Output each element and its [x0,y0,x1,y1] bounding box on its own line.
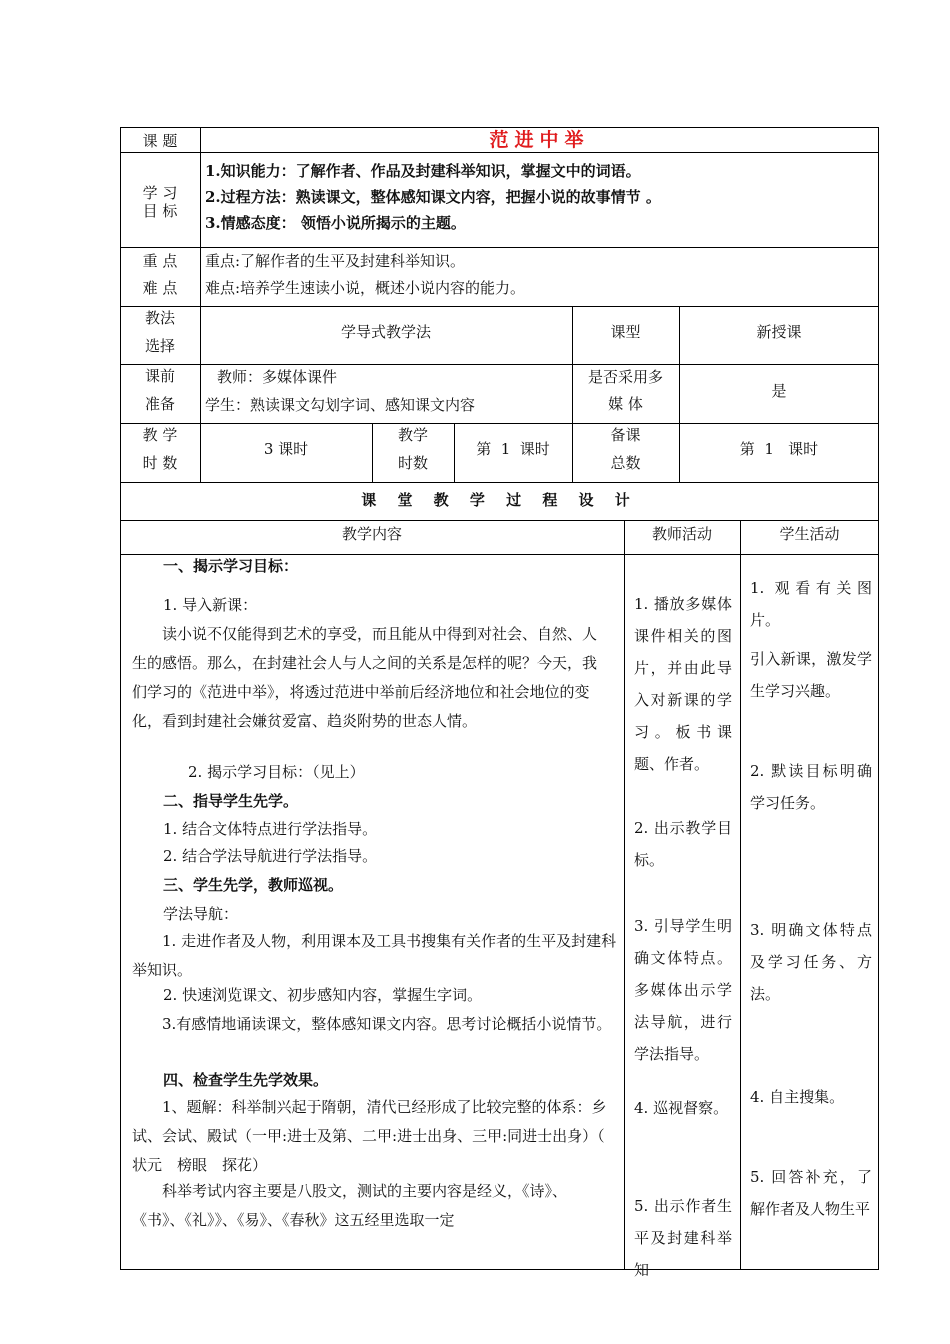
media-label: 媒 体 [608,395,643,413]
content-heading-3: 三、学生先学，教师巡视。 [163,876,344,894]
goal-3: 3.情感态度： 领悟小说所揭示的主题。 [205,214,466,232]
prep-total-label: 总数 [610,454,641,472]
content-item: 1. 导入新课： [163,596,258,614]
prep-total-label: 备课 [610,426,641,444]
col-divider [740,520,741,1270]
row-divider [120,554,879,555]
lesson-type-value: 新授课 [756,323,802,341]
prep-student: 学生：熟读课文勾划字词、感知课文内容 [205,396,476,414]
student-activity-1: 1. 观看有关图片。 [750,579,872,629]
goal-1: 1.知识能力：了解作者、作品及封建科举知识，掌握文中的词语。 [205,162,641,180]
prep-current-hour: 第 1 课时 [739,440,819,458]
row-divider [120,152,879,153]
total-hours: 3 课时 [263,440,309,458]
label-goals: 学 习 [142,184,178,202]
row-divider [120,423,879,424]
section-title: 课 堂 教 学 过 程 设 计 [361,491,638,509]
label-prep: 准备 [144,395,175,413]
teacher-activity-3: 3. 引导学生明确文体特点。多媒体出示学法导航，进行学法指导。 [634,917,732,1063]
content-heading-1: 一、揭示学习目标： [163,557,299,575]
content-item: 2. 揭示学习目标：（见上） [188,763,365,781]
hours-label: 时数 [397,454,428,472]
row-divider [120,306,879,307]
teacher-activity-5: 5. 出示作者生平及封建科举知 [634,1197,732,1279]
row-divider [120,482,879,483]
row-divider [120,364,879,365]
prep-teacher: 教师：多媒体课件 [217,368,338,386]
student-activity-6: 5. 回答补充，了解作者及人物生平 [750,1168,872,1218]
media-label: 是否采用多 [587,368,663,386]
header-content: 教学内容 [341,525,402,543]
label-difficult: 难 点 [142,279,178,297]
teacher-activity-2: 2. 出示教学目标。 [634,819,732,869]
col-divider [200,127,201,483]
label-key: 重 点 [142,252,178,270]
teacher-activity-1: 1. 播放多媒体课件相关的图片，并由此导入对新课的学习。板书课题、作者。 [634,595,732,773]
student-activity-2: 引入新课，激发学生学习兴趣。 [750,650,872,700]
label-hours: 时 数 [142,454,178,472]
content-item: 1、题解：科举制兴起于隋朝，清代已经形成了比较完整的体系：乡试、会试、殿试（一甲:进士及第、二甲:进士出身、三甲:同进士出身）（ 状元 榜眼 探花） [132,1098,607,1174]
difficult-point: 难点:培养学生速读小说，概述小说内容的能力。 [205,279,526,297]
row-divider [120,247,879,248]
content-heading-4: 四、检查学生先学效果。 [163,1071,329,1089]
label-method: 教法 [144,309,175,327]
key-point: 重点:了解作者的生平及封建科举知识。 [205,252,466,270]
current-hour: 第 1 课时 [476,440,550,458]
content-item: 科举考试内容主要是八股文，测试的主要内容是经义，《诗》、《书》、《礼》》、《易》、《春秋》这五经里选取一定 [132,1182,568,1229]
label-method: 选择 [144,337,175,355]
lesson-type-label: 课型 [610,323,641,341]
row-divider [120,520,879,521]
media-value: 是 [771,382,787,400]
content-item: 1. 走进作者及人物，利用课本及工具书搜集有关作者的生平及封建科举知识。 [132,932,617,979]
student-activity-4: 3. 明确文体特点及学习任务、方法。 [750,921,872,1003]
label-prep: 课前 [144,367,175,385]
student-activity-3: 2. 默读目标明确学习任务。 [750,762,872,812]
col-divider [624,520,625,1270]
label-topic: 课 题 [142,132,178,150]
label-goals: 目 标 [142,202,178,220]
header-teacher: 教师活动 [651,525,712,543]
content-intro: 读小说不仅能得到艺术的享受，而且能从中得到对社会、自然、人生的感悟。那么，在封建社会人与人之间的关系是怎样的呢？今天，我们学习的《范进中举》，将透过范进中举前后经济地位和社会地位的变化，看到封建社会嫌贫爱富、趋炎附势的世态人情。 [132,625,598,730]
hours-label: 教学 [397,426,428,444]
header-student: 学生活动 [779,525,840,543]
content-heading-2: 二、指导学生先学。 [163,792,299,810]
content-item: 2. 结合学法导航进行学法指导。 [163,847,378,865]
student-activity-5: 4. 自主搜集。 [750,1088,845,1106]
lesson-title: 范进中举 [489,129,590,151]
method-value: 学导式教学法 [340,323,431,341]
label-hours: 教 学 [142,426,178,444]
goal-2: 2.过程方法：熟读课文，整体感知课文内容，把握小说的故事情节 。 [205,188,661,206]
content-item: 2. 快速浏览课文、初步感知内容，掌握生字词。 [163,986,483,1004]
content-item: 3.有感情地诵读课文，整体感知课文内容。思考讨论概括小说情节。 [162,1015,612,1033]
content-item: 学法导航： [163,905,239,923]
content-item: 1. 结合文体特点进行学法指导。 [163,820,378,838]
teacher-activity-4: 4. 巡视督察。 [634,1099,729,1117]
